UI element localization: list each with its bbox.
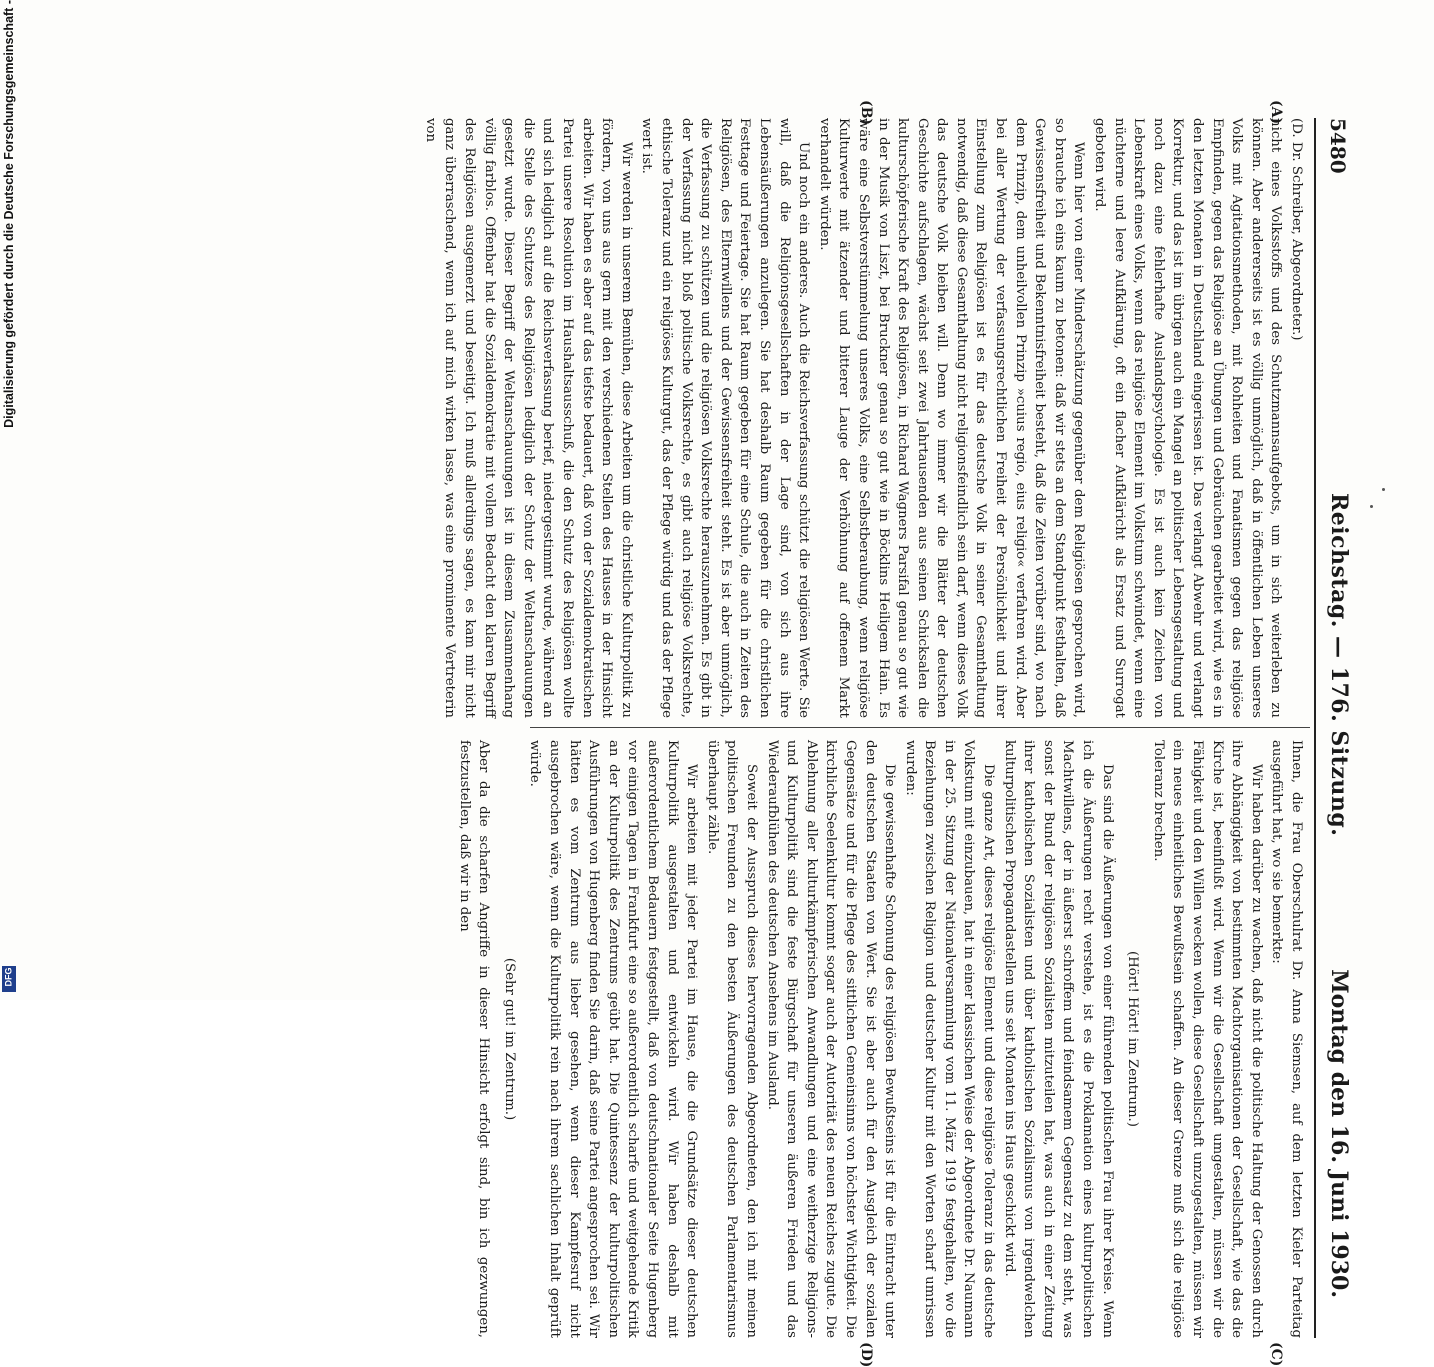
page-header: [1320, 118, 1354, 1338]
speaker-line: (D. Dr. Schreiber, Abgeordneter.): [1289, 118, 1304, 341]
paragraph: Und noch ein anderes. Auch die Reichsverfassung schützt die religiösen Werte. Sie will, daß die Religionsgesellschaften in der Lage sind, von sich aus ihre Lebensäußerungen anzulegen. Sie hat deshalb Raum gegeben für die christlichen Festtage und Feiertage. Sie hat Raum gegeben für eine Schule, die auch in Zeiten des Religiösen, des Elternwillens und der Gewissensfreiheit steht. Es ist aber unmöglich, die Verfassung zu schützen und die religiösen Volksrechte herauszunehmen. Es gibt in der Verfassung nicht bloß politische Volksrechte, es gibt auch religiöse Volksrechte, ethische Toleranz und ein religiöses Kulturgut, das der Pflege würdig und das der Pflege wert ist.: [639, 118, 812, 718]
margin-mark-d: (D): [858, 1342, 874, 1367]
paragraph: Die ganze Art, dieses religiöse Element und diese religiöse Toleranz in das deutsche Volkstum mit einzubauen, hat in einer klassischen Weise der Abgeordnete Dr. Naumann in der 25. Sitzung der Nationalversammlung vom 11. März 1919 festgehalten, wo die Beziehungen zwischen Religion und deutscher Kultur mit den Worten scharf umrissen wurden:: [902, 740, 997, 1338]
interjection: (Hört! Hört! im Zentrum.): [1125, 951, 1141, 1127]
paragraph: Wir arbeiten mit jeder Partei im Hause, die die Grundsätze dieser deutschen Kulturpolitik ausgestalten und entwickeln wird. Wir haben deshalb mit außerordentlichem Bedauern festgestellt, daß von deutschnationaler Seite Hugenberg vor einigen Tagen in Frankfurt eine so außerordentlich scharfe und weitgehende Kritik an der Kulturpolitik des Zentrums geübt hat. Die Quintessenz der kulturpolitischen Ausführungen von Hugenberg finden Sie darin, daß seine Partei angesprochen sei. Wir hätten es vom Zentrum aus lieber gesehen, wenn dieser Kampfesruf nicht ausgebrochen wäre, wenn die Kulturpolitik rein nach ihrem sachlichen Inhalt geprüft würde.: [527, 740, 700, 1338]
running-title: Reichstag. — 176. Sitzung.: [1326, 493, 1352, 837]
footer-credit: Digitalisierung gefördert durch die Deutsche Forschungsgemeinschaft -: [2, 0, 16, 428]
scan-speck: [1370, 505, 1373, 508]
header-rule: [1314, 118, 1316, 1338]
paragraph: Aber da die scharfen Angriffe in dieser Hinsicht erfolgt sind, bin ich gezwungen, festzustellen, daß wir in den: [456, 740, 492, 1338]
dfg-logo-icon: DFG: [2, 966, 16, 992]
paragraph: Wir werden in unserem Bemühen, diese Arbeiten um die christliche Kulturpolitik zu fördern, von uns aus gern mit den verschiedenen Stellen des Hauses in der Hinsicht arbeiten. Wir haben es aber auf das tiefste bedauert, daß von der Sozialdemokratischen Partei unsere Resolution im Haushaltsausschuß, die den Schutz des Religiösen wollte und sich lediglich auf die Reichsverfassung berief, niedergestimmt wurde, während an die Stelle des Schutzes des Religiösen lediglich der Schutz der Weltanschauungen gesetzt wurde. Dieser Begriff der Weltanschauungen ist in diesem Zusammenhang völlig farblos. Offenbar hat die Sozialdemokratie mit vollem Bedacht den klaren Begriff des Religiösen ausgemerzt und beseitigt. Ich muß allerdings sagen, es kam mir nicht ganz überraschend, wenn ich auf mich wirken lasse, was eine prominente Vertreterin von: [422, 118, 634, 718]
session-date: Montag den 16. Juni 1930.: [1326, 969, 1352, 1298]
quotation: Wir haben darüber zu wachen, daß nicht die politische Haltung der Genossen durch ihre Abhängigkeit von bestimmten Machtorganisationen der Gesellschaft, wie das die Kirche ist, beeinflußt wird. Wenn wir die Gesellschaft umgestalten, müssen wir die Fähigkeit und den Willen wecken wollen, diese Gesellschaft umzugestalten, müssen wir ein neues einheitliches Bewußtsein schaffen. An dieser Grenze muß sich die religiöse Toleranz brechen.: [1150, 740, 1264, 1338]
margin-mark-b: (B): [858, 100, 874, 126]
left-column: [422, 118, 1306, 718]
paragraph: Ihnen, die Frau Oberschulrat Dr. Anna Siemsen, auf dem letzten Kieler Parteitag ausgeführt hat, wo sie bemerkte:: [1269, 740, 1304, 1338]
margin-mark-c: (C): [1268, 1342, 1284, 1367]
page-number: 5480: [1326, 118, 1350, 174]
right-column: [456, 740, 1306, 1338]
column-divider: [530, 727, 1310, 728]
quotation: Die gewissenhafte Schonung des religiösen Bewußtseins ist für die Eintracht unter den deutschen Staaten von Wert. Sie ist aber auch für den Ausgleich der sozialen Gegensätze und für die Pflege des sittlichen Gemeinsinns von höchster Wichtigkeit. Die kirchliche Seelenkultur kommt sogar auch der Autorität des neuen Reiches zugute. Die Ablehnung aller kulturkämpferischen Anwandlungen und eine weitherzige Religions- und Kulturpolitik sind die feste Bürgschaft für unseren äußeren Frieden und das Wiederaufblühen des deutschen Ansehens im Ausland.: [764, 740, 898, 1338]
margin-mark-a: (A): [1268, 100, 1284, 125]
paragraph: Das sind die Äußerungen von einer führenden politischen Frau ihrer Kreise. Wenn ich die Äußerungen recht verstehe, ist es die Proklamation eines kulturpolitischen Machtwillens, der in äußerst schroffem und feindsamem Gegensatz zu dem steht, was sonst der Bund der religiösen Sozialisten mitzuteilen hat, was auch in einer Zeitung ihrer katholischen Sozialisten und über katholischen Sozialismus von irgendwelchen kulturpolitischen Propagandastellen uns seit Monaten ins Haus geschickt wird.: [1001, 740, 1115, 1338]
scan-speck: [1382, 488, 1385, 491]
paragraph: nicht eines Volksstoffs und des Schutzmannsaufgebots, um in sich weiterleben zu können. Aber andererseits ist es völlig unmöglich, daß in öffentlichen Leben unseres Volks mit Agitationsmethoden, mit Rohheiten und Fanatismen gegen das religiöse Empfinden, gegen das Religiöse an Übungen und Gebräuchen gearbeitet wird, wie es in den letzten Monaten in Deutschland eingerissen ist. Das verlangt Abwehr und verlangt Korrektur, und das ist im übrigen auch ein Mangel an politischer Lebensgestaltung und noch dazu eine fehlerhafte Auslandspsychologie. Es ist auch kein Zeichen von Lebenskraft eines Volks, wenn das religiöse Element im Volkstum schwindet, wenn eine nüchterne und leere Aufklärung, oft ein flacher Aufkläricht als Ersatz und Surrogat geboten wird.: [1092, 118, 1284, 718]
interjection: (Sehr gut! im Zentrum.): [501, 957, 517, 1121]
paragraph: Soweit der Ausspruch dieses hervorragenden Abgeordneten, den ich mit meinen politischen Freunden zu den besten Äußerungen des deutschen Parlamentarismus überhaupt zähle.: [704, 740, 759, 1338]
digitization-footer: [2, 0, 18, 1000]
paragraph: Wenn hier von einer Minderschätzung gegenüber dem Religiösen gesprochen wird, so brauche ich eins kaum zu betonen: daß wir stets an dem Standpunkt festhalten, daß Gewissensfreiheit und Bekenntnisfreiheit besteht, daß die Zeiten vorüber sind, wo nach dem Prinzip, dem unheilvollen Prinzip »cuius regio, eius religio« verfahren wird. Aber bei aller Wertung der verfassungsrechtlichen Freiheit der Persönlichkeit und ihrer Einstellung zum Religiösen ist es für das deutsche Volk in seiner Gesamthaltung notwendig, daß diese Gesamthaltung nicht religionsfeindlich sein darf, wenn dieses Volk das deutsche Volk bleiben will. Denn wo immer wir die Blätter der deutschen Geschichte aufschlagen, wächst seit zwei Jahrtausenden aus seinen Schicksalen die kulturschöpferische Kraft des Religiösen, in Richard Wagners Parsifal genau so gut wie in der Musik von Liszt, bei Bruckner genau so gut wie in Böcklins Heiligem Hain. Es wäre eine Selbstverstümmelung unseres Volks, eine Selbstberaubung, wenn religiöse Kulturwerte mit ätzender und bitterer Lauge der Verhöhnung auf offenem Markt verhandelt würden.: [816, 118, 1087, 718]
